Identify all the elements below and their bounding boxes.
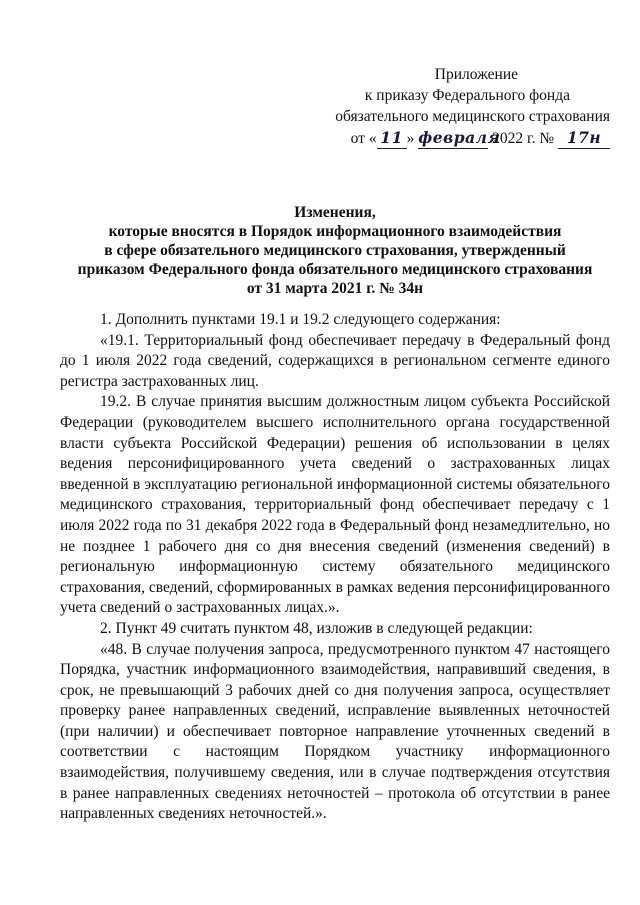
title-line-5: от 31 марта 2021 г. № 34н — [246, 280, 424, 297]
document-title — [60, 203, 610, 298]
title-line-2: которые вносятся в Порядок информационного взаимодействия — [108, 223, 562, 240]
paragraph-19-1: «19.1. Территориальный фонд обеспечивает передачу в Федеральный фонд до 1 июля 2022 года сведений, содержащихся в региональном сегменте единого регистра застрахованных лиц. — [60, 331, 610, 390]
year-label: 2022 г. № — [492, 130, 555, 147]
appendix-heading: Приложение — [434, 66, 518, 83]
date-prefix: от « — [350, 130, 377, 147]
title-line-1: Изменения, — [294, 204, 376, 221]
handwritten-month: февраля — [418, 128, 501, 147]
appendix-order-line: к приказу Федерального фонда — [364, 87, 570, 104]
paragraph-48: «48. В случае получения запроса, предусмотренного пунктом 47 настоящего Порядка, участник информационного взаимодействия, направивший сведения, в срок, не превышающий 3 рабочих дней со дня получения запроса, осуществляет проверку ранее направленных сведений, исправление выявленных неточностей (при наличии) и обеспечивает повторное направление уточненных сведений в соответствии с настоящим Порядком участнику информационного взаимодействия, получившему сведения, или в случае подтверждения отсутствия в ранее направленных сведениях неточностей – протокола об отсутствии в ранее направленных сведениях неточностей.». — [60, 640, 610, 823]
paragraph-item-1: 1. Дополнить пунктами 19.1 и 19.2 следующего содержания: — [100, 311, 501, 328]
title-line-4: приказом Федерального фонда обязательного медицинского страхования — [77, 261, 593, 278]
paragraph-item-2: 2. Пункт 49 считать пунктом 48, изложив в следующей редакции: — [100, 619, 533, 637]
appendix-date-line — [335, 127, 610, 149]
handwritten-day: 11 — [377, 127, 407, 149]
paragraph-19-2: 19.2. В случае принятия высшим должностным лицом субъекта Российской Федерации (руководителем высшего исполнительного органа государственной власти субъекта Российской Федерации) решения об использовании в целях ведения персонифицированного учета сведений о застрахованных лицах введенной в эксплуатацию региональной информационной системы обязательного медицинского страхования, территориальный фонд обеспечивает передачу с 1 июля 2022 года по 31 декабря 2022 года в Федеральный фонд незамедлительно, но не позднее 1 рабочего дня со дня внесения сведений (изменения сведений) в региональную информационную систему обязательного медицинского страхования, сведений, сформированных в рамках ведения персонифицированного учета сведений о застрахованных лицах.». — [60, 393, 610, 617]
appendix-fund-line: обязательного медицинского страхования — [335, 108, 610, 125]
date-mid: » — [406, 130, 415, 147]
appendix-block — [335, 64, 610, 149]
handwritten-number: 17н — [558, 127, 610, 149]
title-line-3: в сфере обязательного медицинского страхования, утвержденный — [104, 242, 566, 259]
document-body — [60, 310, 610, 825]
